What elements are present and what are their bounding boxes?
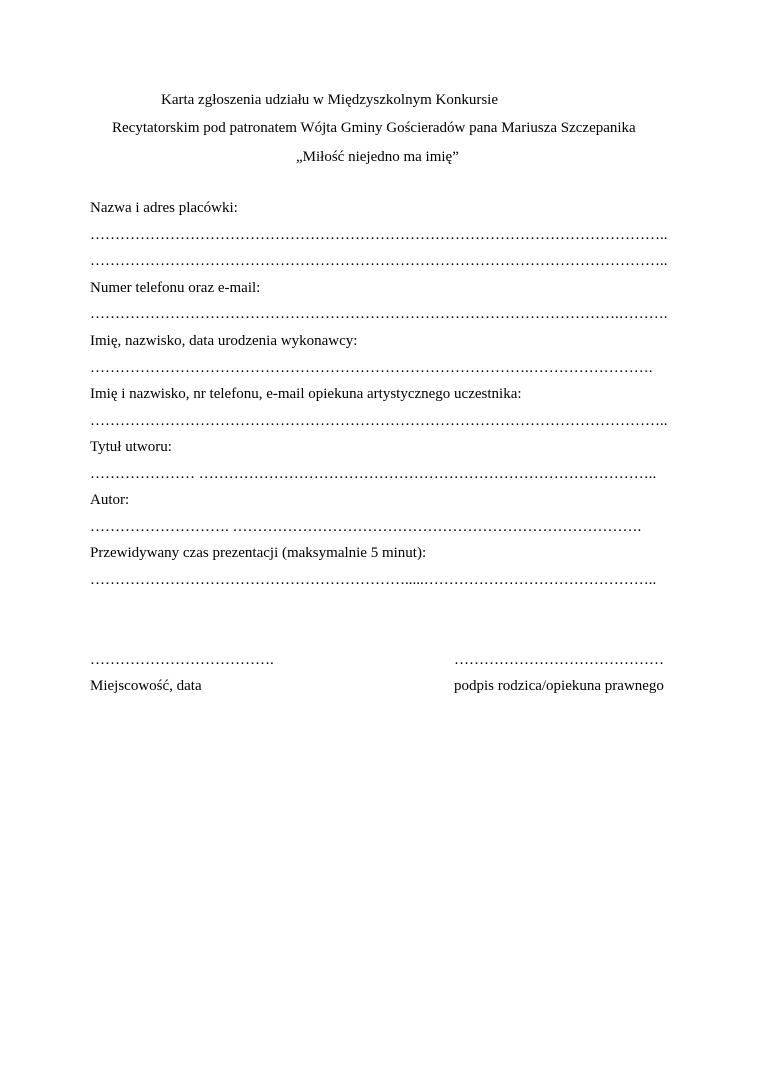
work-title-label: Tytuł utworu: <box>90 439 172 455</box>
guardian-signature-label: podpis rodzica/opiekuna prawnego <box>454 678 664 694</box>
institution-field-line-2: …………………………………………………………………………………………………….. <box>90 253 668 269</box>
performer-field-line: …………………………………………………………………………….……………………. <box>90 360 653 376</box>
form-title-line-2: Recytatorskim pod patronatem Wójta Gminy Gościeradów pana Mariusza Szczepanika <box>112 120 636 136</box>
author-label: Autor: <box>90 492 130 508</box>
place-date-label: Miejscowość, data <box>90 678 202 694</box>
phone-email-field-line: …………………………………………………………………………………………….………. <box>90 306 668 322</box>
contest-motto: „Miłość niejedno ma imię” <box>296 149 459 165</box>
place-date-signature-line: ………………………………. <box>90 652 274 668</box>
institution-field-line-1: …………………………………………………………………………………………………….. <box>90 227 668 243</box>
institution-label: Nazwa i adres placówki: <box>90 200 238 216</box>
presentation-time-label: Przewidywany czas prezentacji (maksymalnie 5 minut): <box>90 545 427 561</box>
presentation-time-field-line: ……………………………………………………….....……………………………………….. <box>90 572 657 588</box>
guardian-signature-line: …………………………………… <box>454 652 664 668</box>
author-field-line: ………………………. ………………………………………………………………………. <box>90 519 642 535</box>
form-title-line-1: Karta zgłoszenia udziału w Międzyszkolnym Konkursie <box>161 92 498 108</box>
phone-email-label: Numer telefonu oraz e-mail: <box>90 280 261 296</box>
performer-label: Imię, nazwisko, data urodzenia wykonawcy: <box>90 333 358 349</box>
work-title-field-line: ………………… ……………………………………………………………………………….. <box>90 466 657 482</box>
tutor-field-line: …………………………………………………………………………………………………….. <box>90 413 668 429</box>
tutor-label: Imię i nazwisko, nr telefonu, e-mail opiekuna artystycznego uczestnika: <box>90 386 522 402</box>
